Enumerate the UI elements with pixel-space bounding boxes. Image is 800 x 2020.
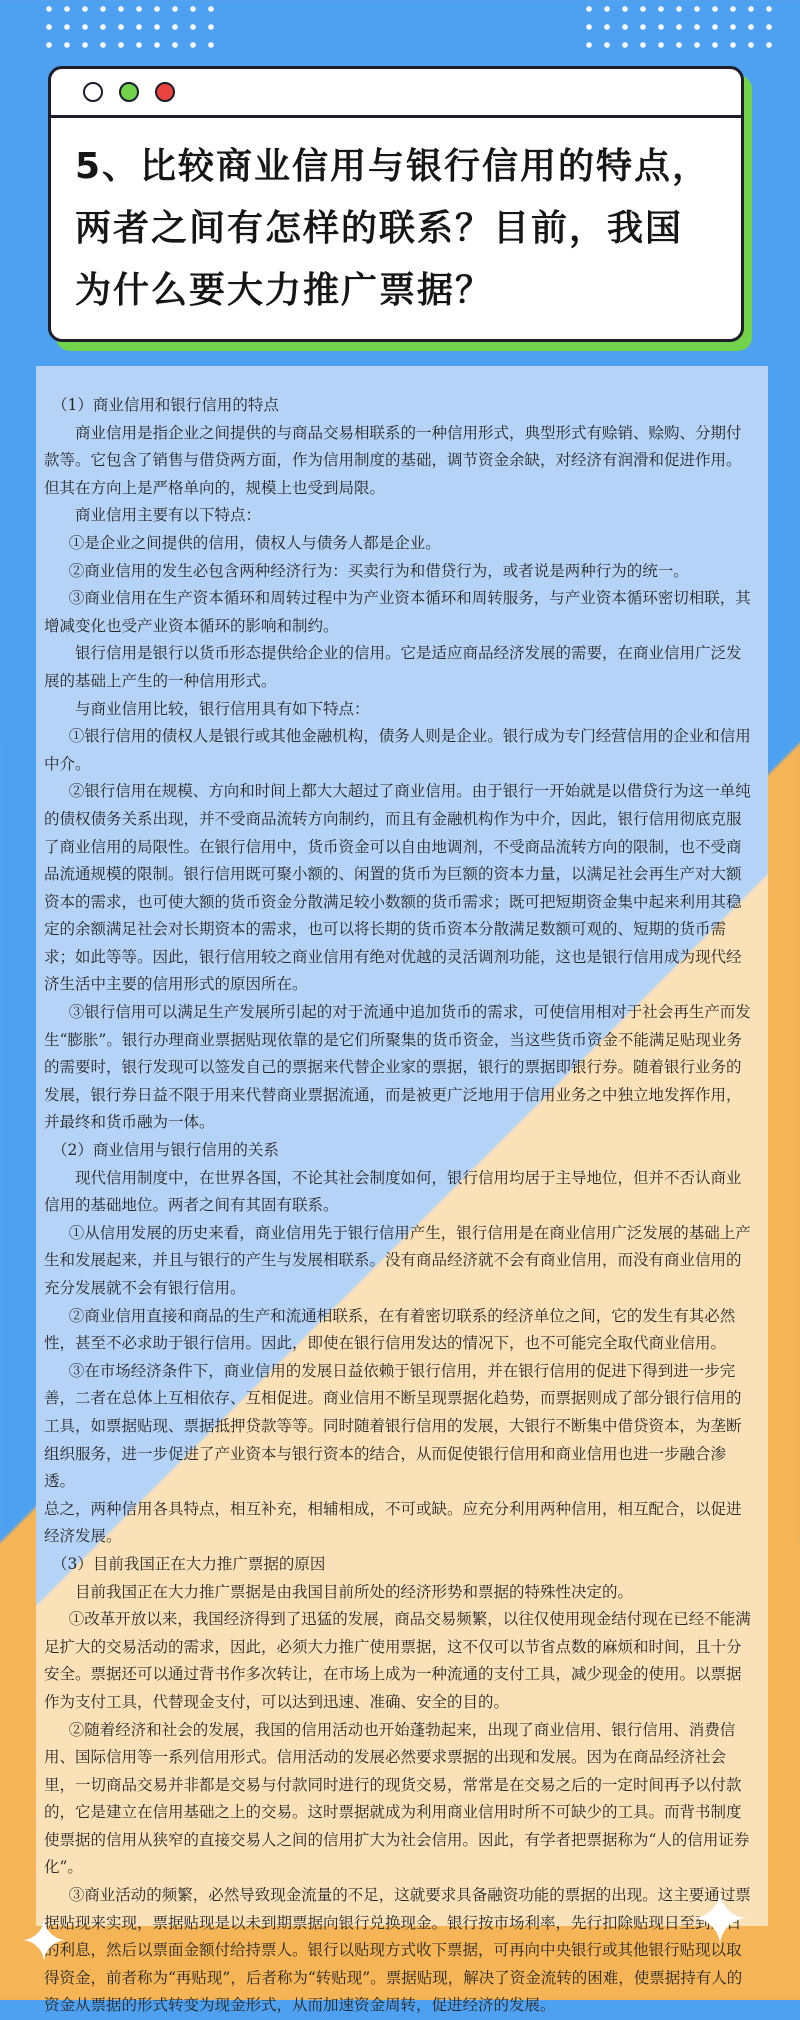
paragraph: 现代信用制度中，在世界各国，不论其社会制度如何，银行信用均居于主导地位，但并不否认商业信用的基础地位。两者之间有其固有联系。: [44, 1168, 742, 1215]
section-heading-1: （1）商业信用和银行信用的特点: [52, 396, 279, 414]
list-item: ①银行信用的债权人是银行或其他金融机构，债务人则是企业。银行成为专门经营信用的企业和信用中介。: [44, 727, 751, 773]
list-item: ①改革开放以来，我国经济得到了迅猛的发展，商品交易频繁，以往仅使用现金结付现在已经不能满足扩大的交易活动的需求，因此，必须大力推广使用票据，这不仅可以节省点数的麻烦和时间，且十分安全。票据还可以通过背书作多次转让，在市场上成为一种流通的支付工具，减少现金的使用。以票据作为支付工具，代替现金支付，可以达到迅速、准确、安全的目的。: [44, 1610, 751, 1711]
list-item: ①是企业之间提供的信用，债权人与债务人都是企业。: [68, 533, 441, 552]
list-item: ②商业信用直接和商品的生产和流通相联系，在有着密切联系的经济单位之间，它的发生有其必然性，甚至不必求助于银行信用。因此，即使在银行信用发达的情况下，也不可能完全取代商业信用。: [44, 1306, 736, 1353]
list-item: ③银行信用可以满足生产发展所引起的对于流通中追加货币的需求，可使信用相对于社会再生产而发生“膨胀”。银行办理商业票据贴现依靠的是它们所聚集的货币资金，当这些货币资金不能满足贴现业务的需要时，银行发现可以签发自己的票据来代替企业家的票据，银行的票据即银行券。随着银行业务的发展，银行券日益不限于用来代替商业票据流通，而是被更广泛地用于信用业务之中独立地发挥作用，并最终和货币融为一体。: [44, 1003, 751, 1132]
paragraph: 银行信用是银行以货币形态提供给企业的信用。它是适应商品经济发展的需要，在商业信用广泛发展的基础上产生的一种信用形式。: [44, 644, 742, 690]
list-item: ③商业活动的频繁，必然导致现金流量的不足，这就要求具备融资功能的票据的出现。这主要通过票据贴现来实现，票据贴现是以未到期票据向银行兑换现金。银行按市场利率，先行扣除贴现日至到期日的利息，然后以票面金额付给持票人。银行以贴现方式收下票据，可再向中央银行或其他银行贴现以取得资金，前者称为“再贴现”，后者称为“转贴现”。票据贴现，解决了资金流转的困难，使票据持有人的资金从票据的形式转变为现金形式，从而加速资金周转，促进经济的发展。: [44, 1886, 751, 2015]
green-dot-icon: [119, 82, 139, 102]
section-heading-3: （3）目前我国正在大力推广票据的原因: [52, 1554, 326, 1573]
white-dot-icon: [83, 82, 103, 102]
page-title: 5、比较商业信用与银行信用的特点，两者之间有怎样的联系？目前，我国为什么要大力推广票据？: [75, 146, 711, 311]
section-heading-2: （2）商业信用与银行信用的关系: [52, 1141, 279, 1160]
paragraph: 商业信用主要有以下特点：: [75, 506, 262, 525]
title-window: [48, 66, 744, 342]
article-body: [44, 392, 756, 2020]
red-dot-icon: [155, 82, 175, 102]
list-item: ③在市场经济条件下，商业信用的发展日益依赖于银行信用，并在银行信用的促进下得到进一步完善，二者在总体上互相依存、互相促进。商业信用不断呈现票据化趋势，而票据则成了部分银行信用的工具，如票据贴现、票据抵押贷款等等。同时随着银行信用的发展，大银行不断集中借贷资本，为垄断组织服务，进一步促进了产业资本与银行资本的结合，从而促使银行信用和商业信用也进一步融合渗透。: [44, 1361, 742, 1491]
sparkle-icon: ✦: [688, 1877, 751, 1963]
list-item: ②商业信用的发生必包含两种经济行为：买卖行为和借贷行为，或者说是两种行为的统一。: [68, 561, 689, 580]
decorative-dots-right: [580, 0, 780, 48]
list-item: ②银行信用在规模、方向和时间上都大大超过了商业信用。由于银行一开始就是以借贷行为这一单纯的债权债务关系出现，并不受商品流转方向制约，而且有金融机构作为中介，因此，银行信用彻底克服了商业信用的局限性。在银行信用中，货币资金可以自由地调剂，不受商品流转方向的限制，也不受商品流通规模的限制。银行信用既可聚小额的、闲置的货币为巨额的资本力量，以满足社会再生产对大额资本的需求，也可使大额的货币资金分散满足较小数额的货币需求；既可把短期资金集中起来利用其稳定的余额满足社会对长期资本的需求，也可以将长期的货币资本分散满足数额可观的、短期的货币需求；如此等等。因此，银行信用较之商业信用有绝对优越的灵活调剂功能，这也是银行信用成为现代经济生活中主要的信用形式的原因所在。: [44, 782, 751, 994]
paragraph: 目前我国正在大力推广票据是由我国目前所处的经济形势和票据的特殊性决定的。: [75, 1582, 634, 1601]
list-item: ②随着经济和社会的发展，我国的信用活动也开始蓬勃起来，出现了商业信用、银行信用、消费信用、国际信用等一系列信用形式。信用活动的发展必然要求票据的出现和发展。因为在商品经济社会里，一切商品交易并非都是交易与付款同时进行的现货交易，常常是在交易之后的一定时间再予以付款的，它是建立在信用基础之上的交易。这时票据就成为利用商业信用时所不可缺少的工具。而背书制度使票据的信用从狭窄的直接交易人之间的信用扩大为社会信用。因此，有学者把票据称为“人的信用证券化”。: [44, 1720, 750, 1877]
paragraph: 总之，两种信用各具特点，相互补充，相辅相成，不可或缺。应充分利用两种信用，相互配合，以促进经济发展。: [44, 1499, 742, 1546]
list-item: ①从信用发展的历史来看，商业信用先于银行信用产生，银行信用是在商业信用广泛发展的基础上产生和发展起来，并且与银行的产生与发展相联系。没有商品经济就不会有商业信用，而没有商业信用的充分发展就不会有银行信用。: [44, 1223, 751, 1297]
sparkle-icon: ✦: [18, 1907, 70, 1977]
decorative-dots-left: [40, 0, 220, 48]
window-titlebar: [51, 69, 741, 118]
paragraph: 商业信用是指企业之间提供的与商品交易相联系的一种信用形式，典型形式有赊销、赊购、分期付款等。它包含了销售与借贷两方面，作为信用制度的基础，调节资金余缺，对经济有润滑和促进作用。但其在方向上是严格单向的，规模上也受到局限。: [44, 423, 742, 497]
paragraph: 与商业信用比较，银行信用具有如下特点：: [75, 699, 370, 718]
list-item: ③商业信用在生产资本循环和周转过程中为产业资本循环和周转服务，与产业资本循环密切相联，其增减变化也受产业资本循环的影响和制约。: [44, 589, 751, 635]
